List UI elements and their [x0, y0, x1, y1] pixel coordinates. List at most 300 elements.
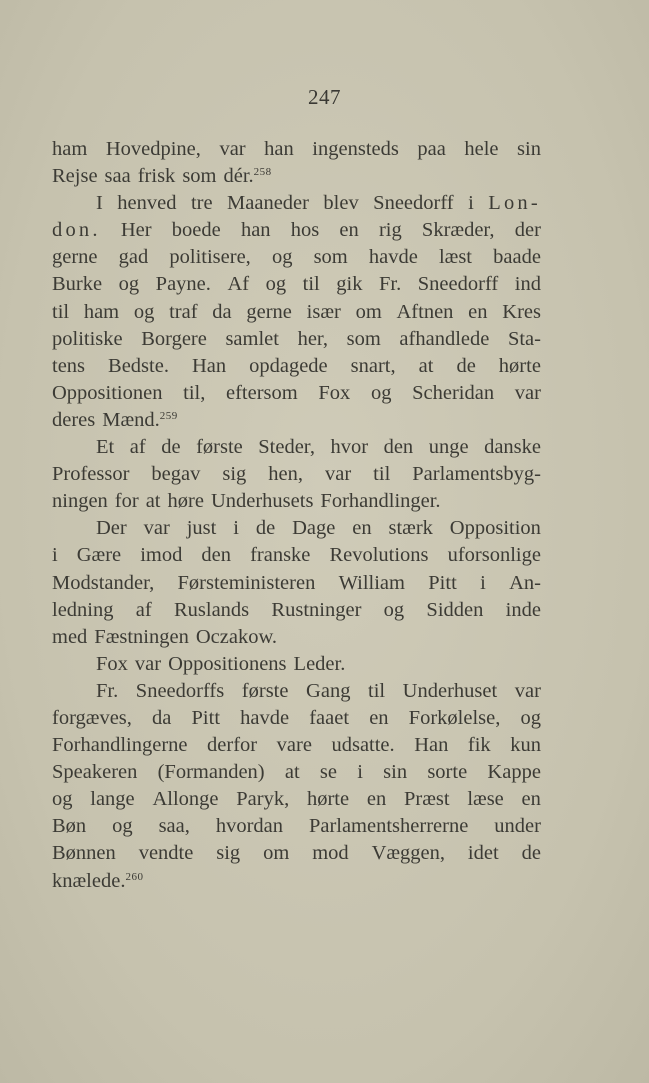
word: [515, 271, 541, 298]
word-text: var: [219, 138, 246, 160]
word: [383, 759, 407, 786]
word-text: til,: [183, 381, 206, 404]
word-text: hos: [290, 219, 320, 242]
word-text: sig: [222, 463, 247, 486]
word: [264, 136, 294, 163]
word: [115, 488, 139, 515]
word: [427, 759, 467, 786]
word: [325, 461, 351, 488]
word-text: en: [339, 219, 359, 242]
word-text: og: [133, 300, 155, 323]
word: [246, 299, 292, 326]
word-text: en: [468, 300, 488, 323]
word: [517, 136, 541, 163]
word: [52, 840, 116, 867]
word-text: Rustninger: [271, 598, 362, 621]
word: [196, 434, 243, 461]
word: [388, 515, 432, 542]
text-line: [52, 570, 541, 597]
word-text: Dage: [292, 517, 336, 540]
word-text: rig: [378, 219, 402, 242]
word: [52, 813, 86, 840]
text-line: [52, 461, 541, 488]
word-text: gerne: [52, 246, 98, 269]
text-line: [52, 732, 541, 759]
word-text: Førsteministeren: [177, 571, 316, 594]
word-text: politisere,: [169, 246, 251, 269]
word: [320, 488, 440, 515]
word: [168, 488, 204, 515]
word: [384, 434, 414, 461]
word-text: ind: [514, 273, 541, 296]
word: [306, 678, 350, 705]
word-text: gad: [118, 246, 149, 269]
word-text: ham: [52, 138, 88, 160]
word: [509, 570, 541, 597]
text-line: [52, 136, 541, 163]
word-text: havde: [240, 706, 290, 729]
word: [330, 434, 368, 461]
word: [456, 353, 475, 380]
word-text: Professor: [52, 463, 130, 486]
word-text: Bedste.: [108, 354, 169, 377]
word-text: Mænd.: [102, 408, 160, 431]
word-text: til: [302, 273, 320, 296]
text-line: [52, 380, 541, 407]
word: [256, 515, 275, 542]
word-text: Fr.: [379, 273, 402, 296]
word: [174, 597, 249, 624]
word: [336, 271, 362, 298]
word-text: Oppositionens: [168, 652, 287, 675]
word: [417, 136, 445, 163]
text-line: [52, 515, 541, 542]
word-text: hvordan: [215, 815, 283, 838]
word: [426, 597, 483, 624]
word-text: Bøn: [52, 815, 87, 838]
word: [303, 271, 320, 298]
word: [178, 570, 316, 597]
text-line: [52, 244, 541, 271]
word-text: mod: [312, 842, 349, 865]
word: [369, 244, 418, 271]
word-text: ham: [83, 300, 120, 323]
word: [172, 217, 221, 244]
word: [161, 434, 180, 461]
word-text: samlet: [225, 327, 279, 350]
word-text: som: [313, 246, 348, 269]
word: [224, 163, 272, 190]
word: [515, 380, 541, 407]
word-text: Speakeren: [52, 761, 138, 784]
word-text: at: [284, 761, 300, 784]
word: [211, 488, 313, 515]
word: [419, 353, 434, 380]
text-line: [52, 542, 541, 569]
word-text: Kres: [502, 300, 541, 323]
word: [367, 786, 386, 813]
word-text: som: [346, 327, 381, 350]
word: [397, 299, 454, 326]
word: [207, 732, 257, 759]
word-text: William: [338, 571, 405, 594]
word-text: Opposition: [449, 517, 541, 540]
word-text: da: [152, 706, 172, 729]
word: [106, 136, 201, 163]
word-text: sin: [383, 761, 408, 784]
word: [52, 570, 154, 597]
word: [96, 434, 114, 461]
word-text: og: [520, 706, 541, 729]
word: [135, 651, 161, 678]
word: [96, 190, 103, 217]
word: [520, 705, 541, 732]
word: [329, 542, 428, 569]
word: [309, 813, 468, 840]
word: [412, 380, 494, 407]
text-line: [52, 407, 541, 434]
word: [52, 759, 137, 786]
word: [369, 705, 388, 732]
word: [216, 813, 283, 840]
word-text: fik: [467, 734, 491, 757]
word: [292, 515, 335, 542]
word-text: og: [370, 381, 392, 404]
word-text: derfor: [207, 734, 258, 757]
word: [52, 407, 95, 434]
word-text: saa,: [158, 815, 190, 838]
word-text: Fr.: [96, 679, 119, 702]
word: [403, 678, 498, 705]
word-text: Borgere: [141, 327, 207, 350]
word: [222, 461, 246, 488]
word: [487, 759, 541, 786]
word: [236, 786, 289, 813]
word: [272, 244, 293, 271]
word-text: Underhuset: [402, 679, 498, 702]
word-text: se: [319, 761, 337, 784]
word: [468, 840, 499, 867]
word-text: uforsonlige: [447, 544, 541, 567]
word-text: da: [212, 300, 232, 323]
word: [429, 434, 469, 461]
word-text: faaet: [309, 706, 350, 729]
word: [412, 461, 541, 488]
word-text: læst: [438, 246, 472, 269]
word: [52, 461, 129, 488]
word: [187, 515, 217, 542]
word: [307, 786, 349, 813]
word-text: der: [514, 219, 541, 242]
word: [309, 705, 349, 732]
word: [216, 840, 240, 867]
word: [508, 326, 541, 353]
word-text: Forhandlingerne: [52, 734, 188, 757]
word: [192, 705, 221, 732]
word: [266, 271, 287, 298]
word-text: Sidden: [426, 598, 484, 621]
word-text: om: [355, 300, 382, 323]
word-text: en: [366, 788, 387, 811]
word: [307, 299, 341, 326]
word: [121, 217, 152, 244]
word: [52, 244, 98, 271]
word: [140, 542, 182, 569]
word: [241, 217, 271, 244]
word: [182, 163, 216, 190]
word: [96, 651, 128, 678]
word-text: Gære: [76, 544, 122, 567]
text-line: [52, 840, 541, 867]
word-text: Parlamentsbyg-: [412, 463, 541, 486]
word-text: kun: [510, 734, 541, 757]
word-text: Bønnen: [52, 842, 116, 865]
word: [146, 488, 161, 515]
word: [94, 624, 189, 651]
word-text: og: [271, 246, 293, 269]
word: [183, 380, 205, 407]
word-text: Fæstningen: [94, 625, 189, 648]
word-text: afhandlede: [399, 327, 490, 350]
word-text: franske: [250, 544, 311, 567]
word-text: Lon-: [488, 192, 541, 215]
word: [52, 217, 101, 244]
word: [240, 705, 289, 732]
word: [484, 434, 541, 461]
word: [108, 353, 169, 380]
word: [373, 461, 390, 488]
word: [285, 759, 300, 786]
word-text: af: [135, 598, 152, 621]
word: [227, 190, 309, 217]
word: [219, 136, 245, 163]
word: [480, 570, 486, 597]
word: [499, 353, 541, 380]
word-text: Oppositionen: [52, 381, 163, 404]
word-text: deres: [52, 408, 96, 431]
word: [494, 813, 541, 840]
word: [52, 597, 114, 624]
word: [379, 271, 401, 298]
word-text: Ruslands: [173, 598, 250, 621]
word: [250, 542, 310, 569]
word-text: Maaneder: [227, 192, 309, 215]
word: [277, 732, 312, 759]
word: [225, 326, 279, 353]
word-text: for: [114, 490, 139, 513]
word: [404, 786, 450, 813]
text-line: [52, 163, 541, 190]
text-line: [52, 868, 541, 895]
word-text: og: [118, 273, 140, 296]
word-text: især: [306, 300, 341, 323]
word: [502, 299, 541, 326]
word-text: sig: [216, 842, 241, 865]
word-text: Der: [96, 517, 127, 540]
word: [227, 271, 249, 298]
word-text: første: [196, 436, 243, 459]
word-text: og: [52, 788, 73, 811]
word-text: Fox: [318, 381, 351, 404]
text-line: [52, 434, 541, 461]
word: [488, 190, 541, 217]
word: [105, 163, 131, 190]
word: [52, 868, 143, 895]
word: [152, 705, 171, 732]
word-text: saa: [104, 165, 131, 188]
word: [151, 461, 200, 488]
word-text: Scheridan: [412, 381, 495, 404]
word: [371, 380, 392, 407]
word: [352, 515, 371, 542]
word-text: Payne.: [155, 273, 211, 296]
word-text: om: [263, 842, 290, 865]
footnote-ref: 258: [253, 166, 272, 179]
word-text: Pitt: [428, 571, 457, 594]
word: [52, 380, 162, 407]
word: [291, 217, 319, 244]
word: [168, 651, 286, 678]
word: [159, 813, 190, 840]
word-text: Aftnen: [396, 300, 454, 323]
word: [52, 299, 69, 326]
word: [52, 136, 87, 163]
word-text: i: [468, 192, 474, 215]
word: [515, 217, 541, 244]
word: [320, 759, 337, 786]
word-text: politiske: [52, 327, 123, 350]
word-text: unge: [428, 436, 469, 459]
word-text: imod: [140, 544, 183, 567]
word-text: af: [129, 436, 146, 459]
word-text: gik: [336, 273, 363, 296]
word-text: Forkølelse,: [408, 706, 501, 729]
word-text: høre: [167, 490, 204, 513]
word-text: Pitt: [191, 706, 221, 729]
word: [448, 542, 541, 569]
word-text: Gang: [306, 679, 351, 702]
word-text: var: [514, 679, 541, 702]
word: [506, 597, 541, 624]
text-line: [52, 813, 541, 840]
word-text: sin: [517, 138, 541, 160]
word-text: de: [521, 842, 541, 865]
word: [52, 271, 102, 298]
word: [428, 570, 457, 597]
word-text: Kappe: [487, 761, 541, 784]
word-text: Hovedpine,: [105, 138, 201, 160]
word: [144, 515, 170, 542]
word: [52, 732, 188, 759]
word-text: ningen: [52, 490, 108, 513]
word-text: just: [186, 517, 217, 540]
word: [138, 163, 176, 190]
word: [339, 570, 405, 597]
word: [263, 840, 289, 867]
word-text: Burke: [52, 273, 103, 296]
word-text: i: [480, 571, 486, 594]
word-text: med: [52, 625, 88, 648]
word: [314, 244, 348, 271]
word-text: hvor: [330, 436, 369, 459]
page-number: 247: [308, 85, 341, 109]
word: [249, 353, 328, 380]
word-text: tre: [190, 192, 213, 215]
text-line: [52, 353, 541, 380]
word-text: paa: [417, 138, 446, 160]
word-text: traf: [169, 300, 198, 323]
word-text: forgæves,: [52, 706, 132, 729]
word: [52, 488, 108, 515]
word: [522, 840, 541, 867]
word: [368, 678, 385, 705]
word-text: at: [418, 354, 434, 377]
text-line: [52, 326, 541, 353]
word-text: til: [368, 679, 386, 702]
word-text: lange: [90, 788, 135, 811]
word: [298, 326, 328, 353]
word-text: var: [134, 652, 162, 675]
word: [347, 326, 381, 353]
word-text: frisk: [137, 165, 176, 188]
word: [152, 786, 218, 813]
word: [467, 786, 503, 813]
word-text: han: [240, 219, 271, 242]
word: [468, 190, 474, 217]
word-text: i: [52, 544, 58, 567]
word: [84, 299, 119, 326]
word-text: gerne: [246, 300, 292, 323]
word: [52, 163, 98, 190]
word-text: og: [265, 273, 287, 296]
text-line: [52, 190, 541, 217]
word-text: Underhusets: [210, 490, 314, 513]
word: [373, 190, 453, 217]
text-line: [52, 271, 541, 298]
word: [418, 271, 498, 298]
word-text: Rejse: [52, 165, 98, 188]
word: [493, 244, 541, 271]
word-text: opdagede: [249, 354, 328, 377]
word-text: læse: [467, 788, 504, 811]
word-text: blev: [323, 192, 359, 215]
word-text: var: [325, 463, 352, 486]
word-text: hen,: [268, 463, 304, 486]
word-text: den: [201, 544, 232, 567]
word: [468, 732, 491, 759]
word-text: en: [521, 788, 541, 811]
word-text: som: [182, 165, 217, 188]
word-text: sorte: [427, 761, 468, 784]
word-text: en: [352, 517, 372, 540]
word: [242, 678, 289, 705]
word: [212, 299, 231, 326]
word: [233, 515, 239, 542]
word: [112, 813, 133, 840]
word: [96, 678, 118, 705]
word-text: An-: [509, 571, 541, 594]
word-text: henved: [117, 192, 177, 215]
word: [510, 732, 541, 759]
word-text: Paryk,: [236, 788, 290, 811]
word-text: idet: [467, 842, 499, 865]
word: [351, 353, 396, 380]
word: [119, 271, 140, 298]
word: [169, 299, 197, 326]
word-text: Allonge: [152, 788, 219, 811]
word-text: hørte: [498, 354, 541, 377]
text-line: [52, 299, 541, 326]
